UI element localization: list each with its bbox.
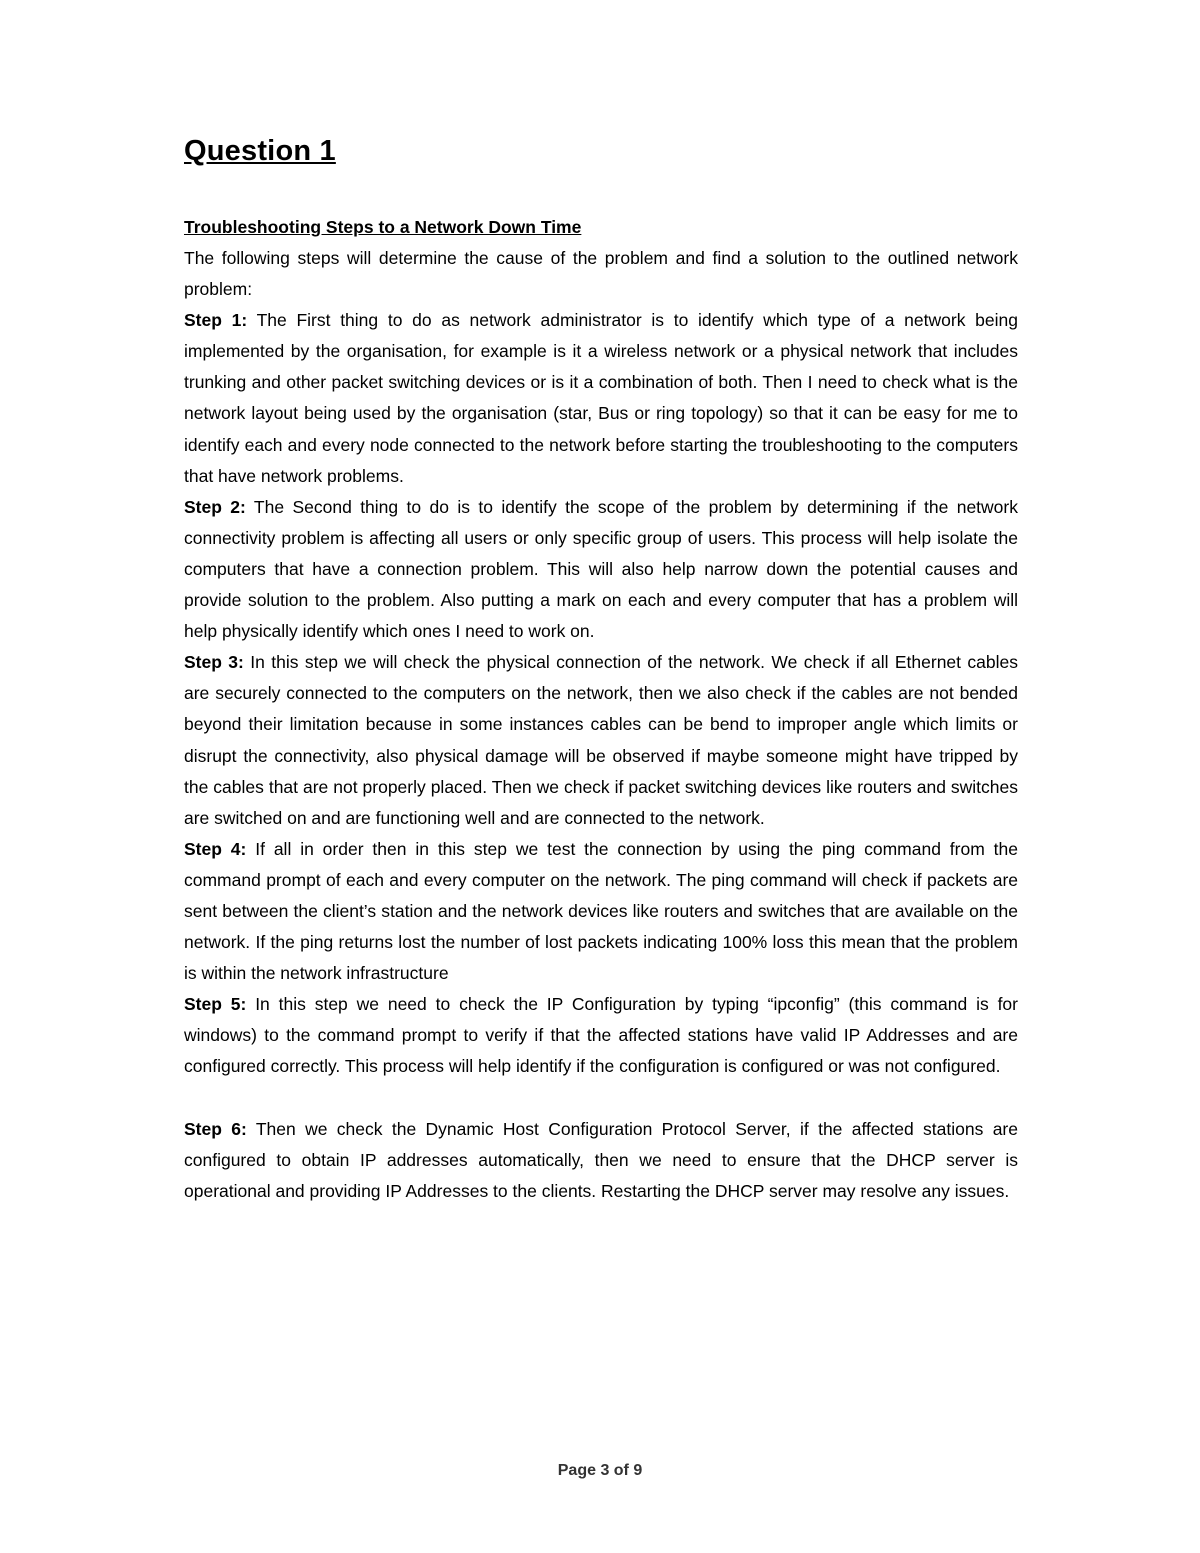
step-1-label: Step 1: — [184, 310, 248, 331]
step-4-text: If all in order then in this step we test the connection by using the ping command from the command prompt of each and every computer on the network. The ping command will check if packets are sent between the client’s station and the network devices like routers and switches that are available on the network. If the ping returns lost the number of lost packets indicating 100% loss this mean that the problem is within the network infrastructure — [184, 838, 1018, 984]
step-2-text: The Second thing to do is to identify the scope of the problem by determining if the network connectivity problem is affecting all users or only specific group of users. This process will help isolate the computers that have a connection problem. This will also help narrow down the potential causes and provide solution to the problem. Also putting a mark on each and every computer that has a problem will help physically identify which ones I need to work on. — [184, 496, 1018, 642]
paragraph-spacer — [184, 1083, 1018, 1114]
step-3-paragraph — [184, 647, 1018, 834]
step-5-label: Step 5: — [184, 994, 247, 1015]
step-1-paragraph — [184, 305, 1018, 492]
step-3-text: In this step we will check the physical connection of the network. We check if all Ethernet cables are securely connected to the computers on the network, then we also check if the cables are not bended beyond their limitation because in some instances cables can be bend to improper angle which limits or disrupt the connectivity, also physical damage will be observed if maybe someone might have tripped by the cables that are not properly placed. Then we check if packet switching devices like routers and switches are switched on and are functioning well and are connected to the network. — [184, 652, 1018, 828]
step-2-paragraph — [184, 492, 1018, 647]
step-5-text: In this step we need to check the IP Configuration by typing “ipconfig” (this command is for windows) to the command prompt to verify if that the affected stations have valid IP Addresses and are configured correctly. This process will help identify if the configuration is configured or was not configured. — [184, 994, 1018, 1077]
step-6-text: Then we check the Dynamic Host Configuration Protocol Server, if the affected stations are configured to obtain IP addresses automatically, then we need to ensure that the DHCP server is operational and providing IP Addresses to the clients. Restarting the DHCP server may resolve any issues. — [184, 1118, 1018, 1201]
step-6-label: Step 6: — [184, 1118, 247, 1139]
step-3-label: Step 3: — [184, 652, 244, 673]
step-6-paragraph — [184, 1114, 1018, 1207]
page-title: Question 1 — [184, 135, 336, 167]
step-4-paragraph — [184, 834, 1018, 989]
document-body — [184, 132, 1018, 1207]
step-2-label: Step 2: — [184, 496, 246, 517]
step-4-label: Step 4: — [184, 838, 247, 859]
intro-paragraph: The following steps will determine the cause of the problem and find a solution to the outlined network problem: — [184, 248, 1018, 300]
step-5-paragraph — [184, 989, 1018, 1082]
page-number-footer: Page 3 of 9 — [557, 1462, 643, 1479]
step-1-text: The First thing to do as network administrator is to identify which type of a network being implemented by the organisation, for example is it a wireless network or a physical network that includes trunking and other packet switching devices or is it a combination of both. Then I need to check what is the network layout being used by the organisation (star, Bus or ring topology) so that it can be easy for me to identify each and every node connected to the network before starting the troubleshooting to the computers that have network problems. — [184, 310, 1018, 486]
section-heading: Troubleshooting Steps to a Network Down Time — [184, 217, 582, 237]
